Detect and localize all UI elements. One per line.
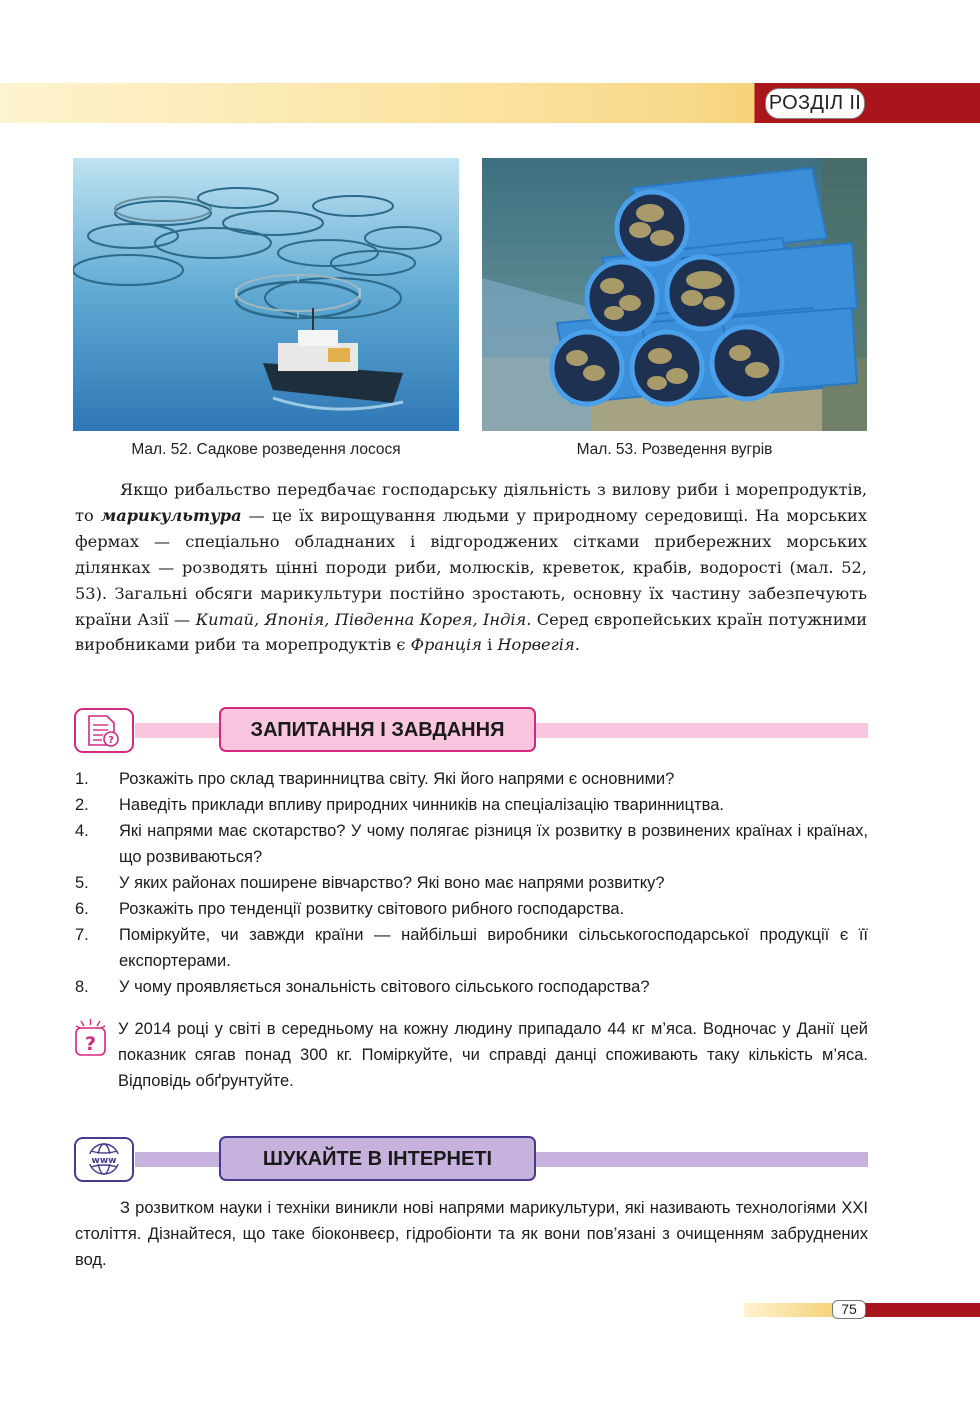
svg-text:www: www — [91, 1156, 117, 1166]
list-item: 2. Наведіть приклади впливу природних чинників на спеціалізацію тваринництва. — [75, 796, 724, 814]
page-number: 75 — [832, 1300, 866, 1319]
internet-task-text: З розвитком науки і техніки виникли нові напрями марикультури, які називають технологіями ХХІ століття. Дізнайтеся, що таке біоконвеєр, гідробіонти та як вони пов’язані з очищенням забруднених вод. — [75, 1199, 868, 1269]
globe-www-icon — [74, 1137, 134, 1182]
svg-text:?: ? — [84, 1033, 97, 1055]
main-paragraph: Якщо рибальство передбачає господарську діяльність з вилову риби і морепродуктів, то марикультура — це їх вирощування людьми у природному середовищі. На морських фермах — спеціально обладнаних і відгороджених сітками прибережних морських ділянках — розводять цінні породи риби, молюсків, креветок, крабів, водорості (мал. 52, 53). Загальні обсяги марикультури постійно зростають, основну їх частину забезпечують країни Азії — Китай, Японія, Південна Корея, Індія. Серед європейських країн потужними виробниками риби та морепродуктів є Франція і Норвегія. — [75, 480, 867, 655]
list-item: 5. У яких районах поширене вівчарство? Які воно має напрями розвитку? — [75, 874, 665, 892]
think-task-text: У 2014 році у світі в середньому на кожну людину припадало 44 кг м’яса. Водночас у Данії цей показник сягав понад 300 кг. Поміркуйте, чи справді данці споживають таку кількість м’яса. Відповідь обґрунтуйте. — [118, 1020, 868, 1090]
section-label: РОЗДІЛ ІІ — [765, 88, 865, 119]
list-item: 6. Розкажіть про тенденції розвитку світового рибного господарства. — [75, 900, 625, 918]
questions-section-title: ЗАПИТАННЯ І ЗАВДАННЯ — [219, 707, 536, 752]
internet-section-title: ШУКАЙТЕ В ІНТЕРНЕТІ — [219, 1136, 536, 1181]
svg-text:?: ? — [108, 735, 114, 746]
questions-list — [75, 766, 868, 1000]
figure-53-caption: Мал. 53. Розведення вугрів — [576, 441, 773, 458]
list-item: 1. Розкажіть про склад тваринництва світу. Які його напрями є основними? — [75, 770, 675, 788]
figure-52-caption: Мал. 52. Садкове розведення лосося — [131, 441, 401, 458]
question-bulb-icon — [74, 1018, 107, 1056]
figure-52-image — [73, 158, 459, 431]
list-item: 4. Які напрями має скотарство? У чому полягає різниця їх розвитку в розвинених країнах і країнах, що розвиваються? — [75, 822, 868, 866]
list-item: 8. У чому проявляється зональність світового сільського господарства? — [75, 978, 650, 996]
document-question-icon — [74, 708, 134, 753]
figure-53-image — [482, 158, 867, 431]
list-item: 7. Поміркуйте, чи завжди країни — найбільші виробники сільськогосподарської продукції є її експортерами. — [75, 926, 868, 970]
